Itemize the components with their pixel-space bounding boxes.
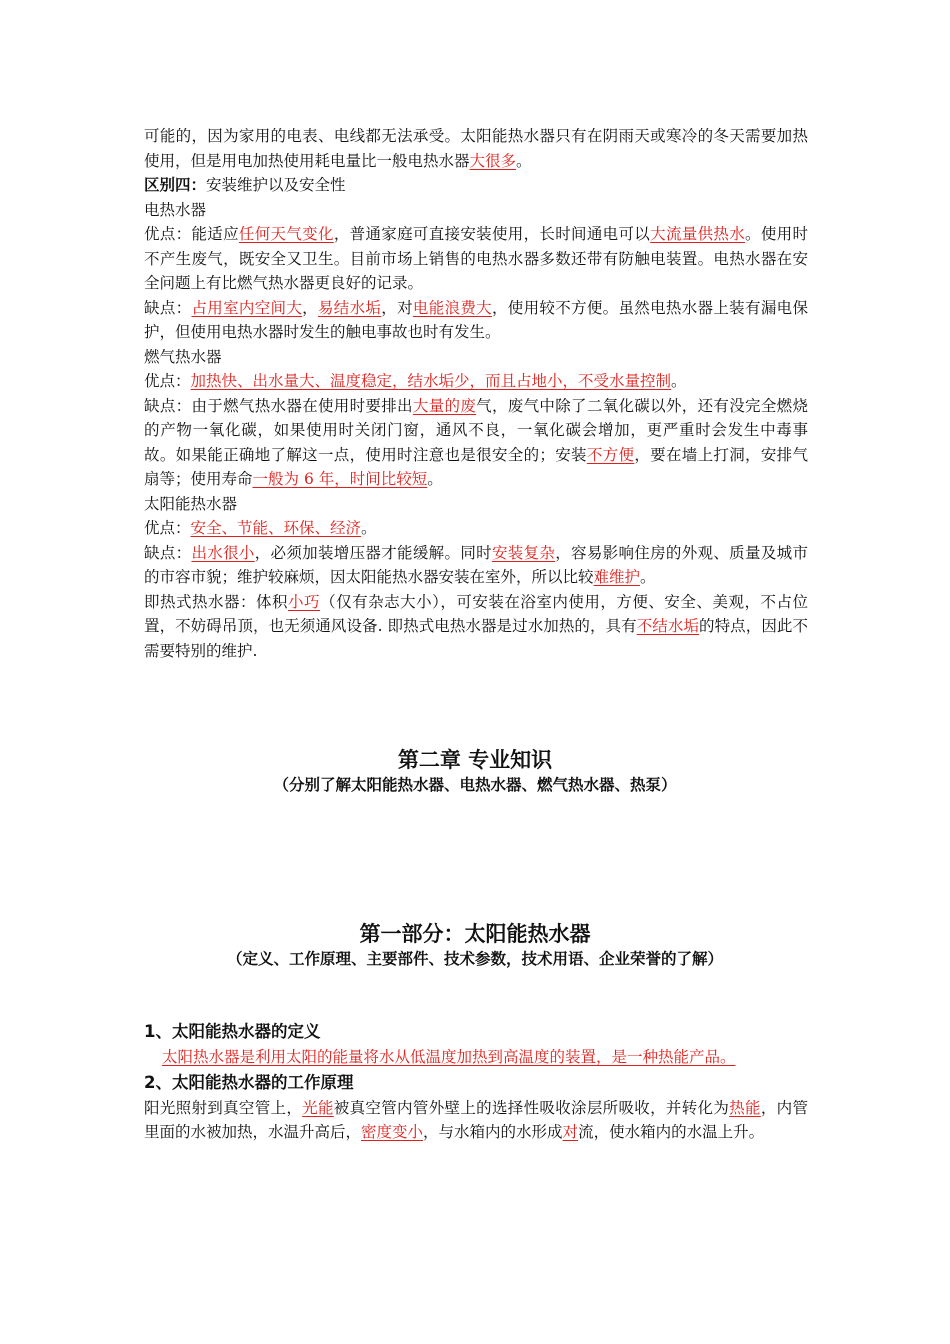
solar-heater-title: 太阳能热水器 [144,494,238,513]
highlight-text: 不方便 [586,445,635,464]
text-run: 。 [516,151,532,170]
text-run: 即热式热水器：体积 [144,592,289,611]
text-run: 优点： [144,519,191,537]
highlight-text: 安全、节能、环保、经济 [190,519,362,537]
text-run: 缺点： [144,298,192,317]
highlight-text: 太阳热水器是利用太阳的能量将水从低温度加热到高温度的装置，是一种热能产品。 [162,1048,736,1066]
solar-definition-section [144,1019,808,1145]
text-run: ，要在墙上打洞，安排气扇等；使用寿命 [144,445,808,488]
text-run: ，必须加装增压器才能缓解。同时 [254,543,492,562]
text-run: 流，使水箱内的水温上升。 [578,1123,765,1141]
highlight-text: 大很多 [469,151,517,170]
highlight-text: 密度变小 [361,1123,424,1141]
text-run: 缺点：由于燃气热水器在使用时要排出 [144,396,413,415]
paragraph-power-note [144,124,808,173]
text-run: ，对 [381,298,413,317]
part-title: 第一部分：太阳能热水器 [359,922,591,946]
highlight-text: 对 [562,1123,579,1141]
text-run: 。使用时不产生废气，既安全又卫生。目前市场上销售的电热水器多数还带有防触电装置。电热水器在安全问题上有比燃气热水器更良好的记录。 [144,225,808,292]
text-run: 。 [427,470,443,488]
text-run: 。 [640,568,656,586]
highlight-text: 热能 [729,1098,761,1117]
text-run: 缺点： [144,543,192,562]
text-run: ，容易影响住房的外观、质量及城市的市容市貌；维护较麻烦，因太阳能热水器安装在室外，所以比较 [144,543,808,586]
difference-label: 区别四： [144,175,207,194]
highlight-text: 电能浪费大 [412,298,492,317]
section-heading-principle: 2、太阳能热水器的工作原理 [144,1072,354,1092]
gas-pros [144,369,808,394]
text-run: ，内管里面的水被加热，水温升高后， [144,1098,808,1141]
comparison-section [144,124,808,663]
difference-four-heading [144,173,808,198]
text-run: 被真空管内管外壁上的选择性吸收涂层所吸收，并转化为 [333,1098,730,1117]
text-run: 。 [671,372,687,390]
solar-pros [144,516,808,541]
text-run: 的特点，因此不需要特别的维护. [144,617,808,660]
electric-pros [144,222,808,296]
definition-text [144,1045,808,1070]
solar-cons [144,541,808,590]
text-run: （仅有杂志大小），可安装在浴室内使用，方便、安全、美观，不占位置，不妨碍吊顶，也无须通风设备. 即热式电热水器是过水加热的，具有 [144,592,808,635]
highlight-text: 大量的废 [412,396,477,415]
electric-cons [144,296,808,345]
highlight-text: 小巧 [288,592,321,611]
highlight-text: 出水很小 [191,543,255,562]
text-run: ，普通家庭可直接安装使用，长时间通电可以 [333,225,651,243]
text-run: ， [302,298,318,317]
gas-cons [144,394,808,492]
electric-heater-title: 电热水器 [144,200,207,219]
highlight-text: 易结水垢 [317,298,382,317]
highlight-text: 大流量供热水 [650,225,746,243]
difference-text: 安装维护以及安全性 [206,176,346,194]
text-run: 气，废气中除了二氧化碳以外，还有没完全燃烧的产物一氧化碳，如果使用时关闭门窗，通风不良，一氧化碳会增加，更严重时会发生中毒事故。如果能正确地了解这一点，使用时注意也是很安全的；安装 [144,396,808,464]
highlight-text: 一般为 6 年，时间比较短 [252,470,428,488]
highlight-text: 光能 [302,1098,334,1117]
text-run: 优点： [144,372,191,390]
chapter-title: 第二章 专业知识 [397,748,553,772]
text-run: ，使用较不方便。虽然电热水器上装有漏电保护，但使用电热水器时发生的触电事故也时有发生。 [144,298,808,341]
text-run: 可能的，因为家用的电表、电线都无法承受。太阳能热水器只有在阴雨天或寒冷的冬天需要加热使用，但是用电加热使用耗电量比一般电热水器 [144,127,808,170]
part-subtitle: （定义、工作原理、主要部件、技术参数，技术用语、企业荣誉的了解） [226,950,723,968]
text-run: 。 [361,519,377,537]
text-run: 阳光照射到真空管上， [144,1098,303,1117]
section-heading-definition: 1、太阳能热水器的定义 [144,1022,321,1041]
principle-text [144,1096,808,1145]
highlight-text: 加热快、出水量大、温度稳定，结水垢少，而且占地小，不受水量控制 [190,372,672,390]
highlight-text: 难维护 [593,568,641,586]
highlight-text: 任何天气变化 [238,225,334,243]
highlight-text: 不结水垢 [636,617,700,635]
instant-heater [144,590,808,664]
highlight-text: 安装复杂 [491,543,556,562]
chapter-subtitle: （分别了解太阳能热水器、电热水器、燃气热水器、热泵） [273,776,677,794]
text-run: ，与水箱内的水形成 [423,1123,563,1141]
gas-heater-title: 燃气热水器 [144,347,222,366]
text-run: 优点：能适应 [144,225,239,243]
highlight-text: 占用室内空间大 [191,298,303,317]
